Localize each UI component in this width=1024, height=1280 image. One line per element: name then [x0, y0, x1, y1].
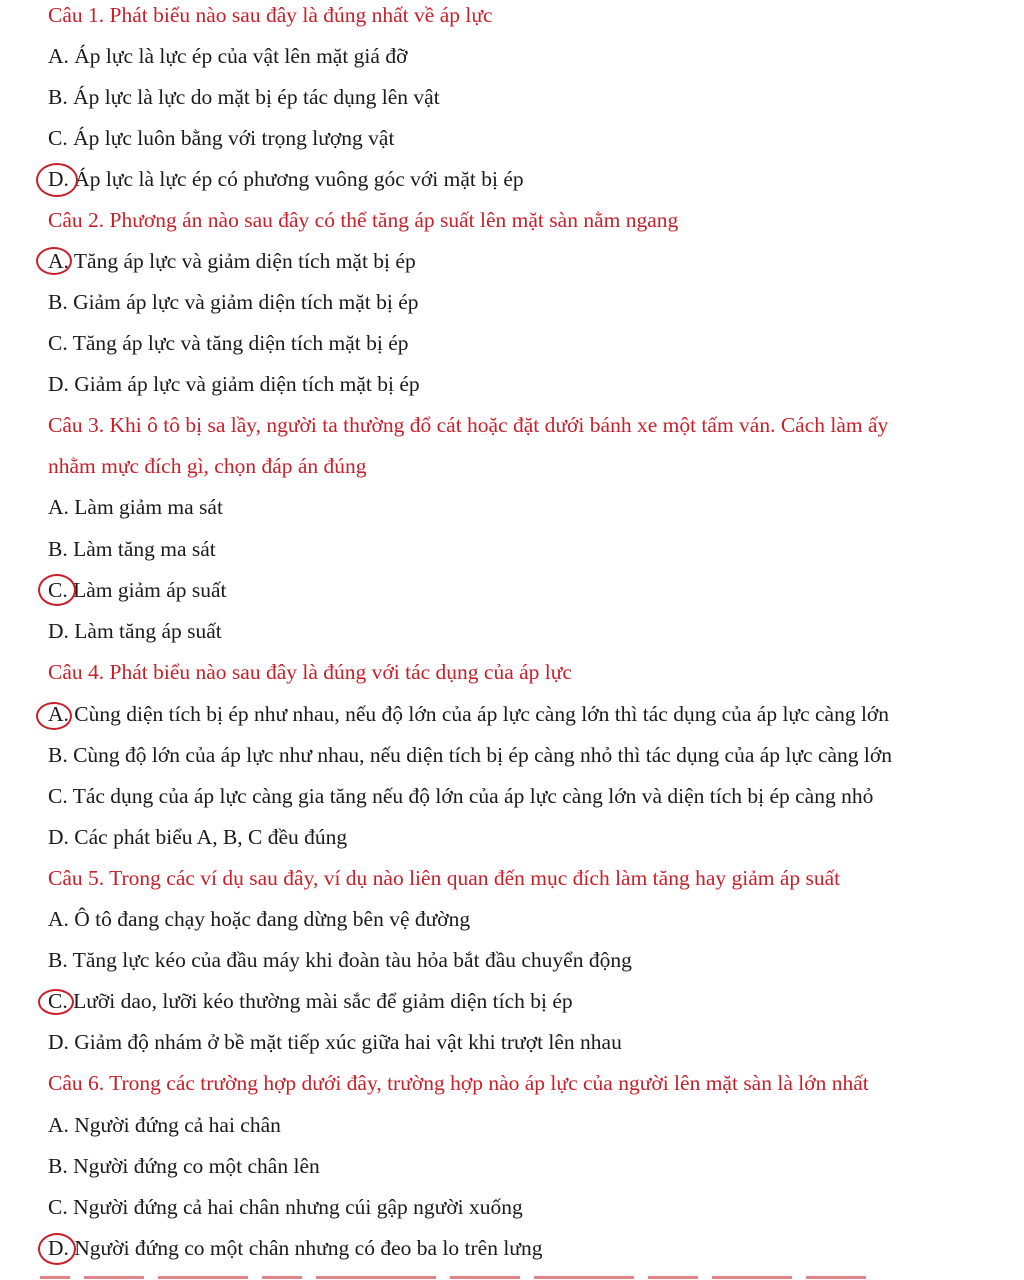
q1-option-d: D. Áp lực là lực ép có phương vuông góc với mặt bị ép — [48, 167, 524, 191]
q4-option-a: A. Cùng diện tích bị ép như nhau, nếu độ lớn của áp lực càng lớn thì tác dụng của áp lực càng lớn — [48, 702, 890, 726]
q6-option-b: B. Người đứng co một chân lên — [48, 1154, 320, 1178]
q2-option-d: D. Giảm áp lực và giảm diện tích mặt bị ép — [48, 372, 420, 396]
q2-option-b: B. Giảm áp lực và giảm diện tích mặt bị ép — [48, 290, 419, 314]
q4-option-b: B. Cùng độ lớn của áp lực như nhau, nếu diện tích bị ép càng nhỏ thì tác dụng của áp lực càng lớn — [48, 743, 893, 767]
answer-circle-q4 — [36, 702, 72, 730]
q4-option-c: C. Tác dụng của áp lực càng gia tăng nếu độ lớn của áp lực càng lớn và diện tích bị ép càng nhỏ — [48, 784, 874, 808]
answer-circle-q6 — [38, 1233, 76, 1265]
q5-option-c: C. Lưỡi dao, lưỡi kéo thường mài sắc để giảm diện tích bị ép — [48, 989, 573, 1013]
question-3: Câu 3. Khi ô tô bị sa lầy, người ta thường đổ cát hoặc đặt dưới bánh xe một tấm ván. Cách làm ấy — [48, 413, 889, 437]
q1-option-a: A. Áp lực là lực ép của vật lên mặt giá đỡ — [48, 44, 408, 68]
q5-option-a: A. Ô tô đang chạy hoặc đang dừng bên vệ đường — [48, 907, 471, 931]
answer-circle-q5 — [38, 989, 74, 1015]
q2-option-c: C. Tăng áp lực và tăng diện tích mặt bị ép — [48, 331, 409, 355]
question-1: Câu 1. Phát biểu nào sau đây là đúng nhất về áp lực — [48, 3, 493, 27]
q6-option-d: D. Người đứng co một chân nhưng có đeo ba lo trên lưng — [48, 1236, 543, 1260]
q1-option-c: C. Áp lực luôn bằng với trọng lượng vật — [48, 126, 395, 150]
q5-option-b: B. Tăng lực kéo của đầu máy khi đoàn tàu hỏa bắt đầu chuyển động — [48, 948, 632, 972]
question-3-cont: nhằm mực đích gì, chọn đáp án đúng — [48, 454, 367, 478]
q3-option-c: C. Làm giảm áp suất — [48, 578, 227, 602]
question-4: Câu 4. Phát biểu nào sau đây là đúng với tác dụng của áp lực — [48, 660, 572, 684]
answer-circle-q2 — [36, 247, 72, 275]
cropped-next-line — [40, 1270, 980, 1280]
q6-option-a: A. Người đứng cả hai chân — [48, 1113, 281, 1137]
question-5: Câu 5. Trong các ví dụ sau đây, ví dụ nào liên quan đến mục đích làm tăng hay giảm áp suất — [48, 866, 841, 890]
q4-option-d: D. Các phát biểu A, B, C đều đúng — [48, 825, 348, 849]
question-6: Câu 6. Trong các trường hợp dưới đây, trường hợp nào áp lực của người lên mặt sàn là lớn nhất — [48, 1071, 869, 1095]
q2-option-a: A. Tăng áp lực và giảm diện tích mặt bị ép — [48, 249, 416, 273]
q1-option-b: B. Áp lực là lực do mặt bị ép tác dụng lên vật — [48, 85, 440, 109]
question-2: Câu 2. Phương án nào sau đây có thể tăng áp suất lên mặt sàn nằm ngang — [48, 208, 679, 232]
q3-option-b: B. Làm tăng ma sát — [48, 537, 216, 561]
answer-circle-q3 — [38, 574, 76, 606]
q3-option-a: A. Làm giảm ma sát — [48, 495, 223, 519]
q5-option-d: D. Giảm độ nhám ở bề mặt tiếp xúc giữa hai vật khi trượt lên nhau — [48, 1030, 622, 1054]
answer-circle-q1 — [36, 163, 78, 197]
q6-option-c: C. Người đứng cả hai chân nhưng cúi gập người xuống — [48, 1195, 523, 1219]
q3-option-d: D. Làm tăng áp suất — [48, 619, 222, 643]
